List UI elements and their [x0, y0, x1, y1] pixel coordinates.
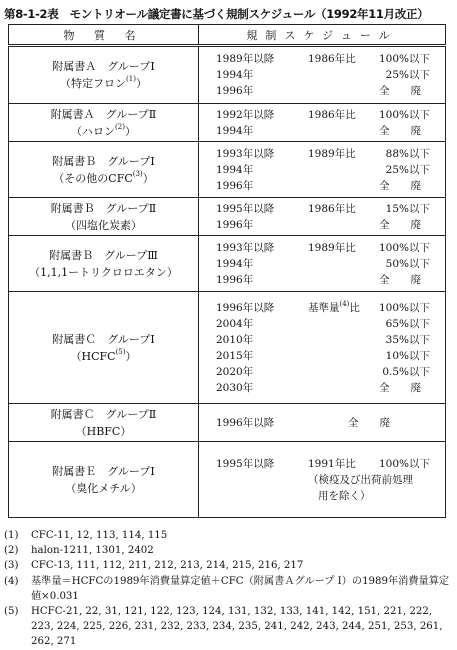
header-schedule: 規制スケジュール	[199, 25, 446, 46]
schedule-year: 1995年以降	[216, 202, 275, 215]
substance-name: 附属書Ｂ グループⅡ	[50, 201, 157, 215]
note-ref: (4)	[339, 299, 350, 308]
footnote-number: (2)	[4, 545, 19, 557]
schedule-value: 全 廃	[379, 179, 421, 192]
schedule-value: 0.5%以下	[382, 365, 430, 378]
substance-detail: （その他のCFC$^{(3)}$）	[53, 169, 154, 185]
table-row	[9, 404, 446, 442]
schedule-base	[308, 332, 370, 348]
schedule-value: 全 廃	[379, 124, 421, 137]
schedule-year: 1994年	[216, 163, 254, 176]
schedule-value: 全 廃	[379, 381, 421, 394]
note-ref: (5)	[115, 347, 126, 356]
schedule-year: 1995年以降	[216, 457, 275, 470]
schedule-year: 1994年	[216, 257, 254, 270]
schedule-base: 1986年比	[308, 53, 356, 65]
schedule-base	[308, 272, 370, 288]
schedule-year: 2015年	[216, 349, 254, 362]
substance-detail: （ハロン$^{(2)}$）	[71, 122, 136, 138]
schedule-base	[308, 67, 370, 83]
footnote-text: CFC-13, 111, 112, 211, 212, 213, 214, 215, 216, 217	[31, 560, 304, 572]
footnote	[4, 543, 453, 558]
schedule-value: 88%以下	[385, 147, 430, 160]
schedule-year: 1993年以降	[216, 147, 275, 160]
substance-detail: （HBFC）	[75, 424, 132, 438]
schedule-value: 35%以下	[385, 333, 430, 346]
substance-detail: （臭化メチル）	[65, 481, 142, 495]
schedule-value: 100%以下	[378, 53, 430, 65]
schedule-base	[308, 348, 370, 364]
footnote	[4, 558, 453, 573]
table-row	[9, 292, 446, 404]
footnote	[4, 528, 453, 543]
schedule-base	[308, 83, 370, 99]
note-ref: (1)	[126, 75, 136, 83]
schedule-year: 1996年	[216, 179, 254, 192]
schedule-year: 1989年以降	[216, 53, 275, 65]
substance-cell	[9, 198, 199, 236]
footnote-text: halon-1211, 1301, 2402	[31, 545, 154, 557]
schedule-value: 15%以下	[385, 202, 430, 215]
schedule-year: 1996年以降	[216, 301, 275, 314]
schedule-value: 100%以下	[378, 301, 430, 314]
schedule-cell	[199, 142, 446, 198]
schedule-base	[308, 364, 370, 380]
substance-cell	[9, 292, 199, 404]
substance-cell	[9, 104, 199, 142]
footnote-number: (3)	[4, 560, 19, 572]
schedule-base	[308, 380, 370, 396]
substance-detail: （四塩化炭素）	[65, 218, 142, 232]
schedule-value: 全 廃	[379, 218, 421, 231]
schedule-base	[308, 217, 370, 233]
schedule-value: 25%以下	[385, 163, 430, 176]
substance-name: 附属書Ｃ グループⅡ	[50, 407, 157, 421]
schedule-base: 1991年比	[308, 457, 356, 470]
table-row	[9, 142, 446, 198]
schedule-cell	[199, 198, 446, 236]
schedule-base	[308, 178, 370, 194]
table-row	[9, 46, 446, 104]
table-row	[9, 442, 446, 518]
footnote-text: 基準量＝HCFCの1989年消費量算定値＋CFC（附属書Ａグループ Ⅰ）の1989年消費量算定値×0.031	[31, 575, 450, 602]
header-row	[9, 25, 446, 46]
schedule-base: 1989年比	[308, 241, 356, 254]
substance-name: 附属書Ｂ グループⅢ	[49, 248, 158, 262]
schedule-value: 全 廃	[379, 273, 421, 286]
footnote-text: HCFC-21, 22, 31, 121, 122, 123, 124, 131, 132, 133, 141, 142, 151, 221, 222, 223, 224, 225, 226, 231, 232, 233, 234, 235, 241, 242, 243, 244, 251, 253, 261, 262, 271	[31, 606, 443, 648]
substance-cell	[9, 236, 199, 292]
note-ref: (2)	[115, 122, 125, 131]
substance-detail: （特定フロン$^{(1)}$）	[60, 75, 147, 90]
schedule-value: 全 廃	[348, 416, 390, 429]
schedule-year: 2004年	[216, 317, 254, 330]
schedule-year: 1996年	[216, 218, 254, 231]
schedule-base: 1986年比	[308, 108, 356, 121]
schedule-year: 2010年	[216, 333, 254, 346]
schedule-cell	[199, 442, 446, 518]
schedule-value: 100%以下	[378, 108, 430, 121]
schedule-year: 1992年以降	[216, 108, 275, 121]
schedule-base	[308, 162, 370, 178]
substance-name: 附属書Ｃ グループⅠ	[52, 332, 155, 346]
schedule-cell	[199, 404, 446, 442]
table-title: 第8-1-2表 モントリオール議定書に基づく規制スケジュール（1992年11月改正）	[4, 7, 429, 21]
schedule-base	[308, 256, 370, 272]
schedule-year: 1996年	[216, 273, 254, 286]
footnote-number: (1)	[4, 530, 19, 541]
schedule-base	[308, 316, 370, 332]
footnote-number: (4)	[4, 575, 19, 587]
substance-cell	[9, 46, 199, 104]
schedule-base: 用を除く）	[318, 489, 371, 502]
schedule-year	[216, 472, 308, 488]
substance-name: 附属書Ｂ グループⅠ	[52, 154, 155, 168]
substance-detail: （1,1,1ートリクロロエタン）	[29, 265, 178, 279]
footnote	[4, 604, 453, 650]
schedule-value: 10%以下	[385, 349, 430, 362]
schedule-year: 1993年以降	[216, 241, 275, 254]
substance-name: 附属書Ｅ グループⅠ	[52, 464, 155, 478]
schedule-base: 1989年比	[308, 147, 356, 160]
schedule-year: 1996年以降	[216, 416, 275, 429]
schedule-year	[216, 488, 308, 504]
schedule-cell	[199, 292, 446, 404]
table-row	[9, 236, 446, 292]
substance-cell	[9, 404, 199, 442]
footnote	[4, 574, 453, 604]
substance-cell	[9, 442, 199, 518]
regulation-table	[8, 24, 446, 518]
schedule-cell	[199, 104, 446, 142]
substance-name: 附属書Ａ グループⅡ	[50, 107, 157, 121]
schedule-value: 全 廃	[379, 85, 421, 97]
schedule-base: 基準量$^{(4)}$比	[308, 299, 360, 314]
schedule-year: 1994年	[216, 124, 254, 137]
table-row	[9, 104, 446, 142]
schedule-value: 65%以下	[385, 317, 430, 330]
schedule-cell	[199, 46, 446, 104]
schedule-value: 50%以下	[385, 257, 430, 270]
schedule-year: 1994年	[216, 69, 254, 81]
footnotes	[4, 528, 453, 650]
schedule-year: 2020年	[216, 365, 254, 378]
footnote-text: CFC-11, 12, 113, 114, 115	[31, 530, 168, 541]
substance-detail: （HCFC$^{(5)}$）	[70, 347, 137, 363]
schedule-value: 100%以下	[378, 241, 430, 254]
header-substance: 物 質 名	[9, 25, 199, 46]
substance-cell	[9, 142, 199, 198]
schedule-year: 1996年	[216, 85, 254, 97]
footnote-number: (5)	[4, 606, 19, 618]
note-ref: (3)	[132, 169, 143, 178]
substance-name: 附属書Ａ グループⅠ	[52, 60, 155, 73]
schedule-base	[308, 123, 370, 139]
schedule-base: 1986年比	[308, 202, 356, 215]
schedule-value: 100%以下	[378, 457, 430, 470]
schedule-value: 25%以下	[385, 69, 430, 81]
schedule-year: 2030年	[216, 381, 254, 394]
schedule-base: （検疫及び出荷前処理	[308, 473, 413, 486]
schedule-cell	[199, 236, 446, 292]
table-row	[9, 198, 446, 236]
